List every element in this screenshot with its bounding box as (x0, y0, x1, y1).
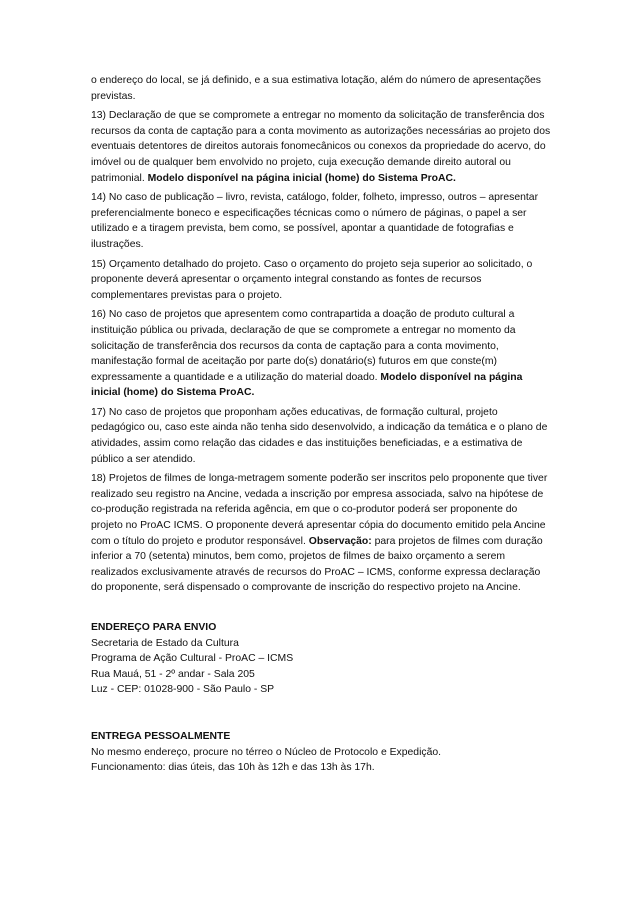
paragraph-bold-note: Modelo disponível na página inicial (home) do Sistema ProAC. (91, 371, 523, 399)
paragraph-18 (91, 471, 551, 596)
paragraph-bold-note: Observação: (308, 535, 372, 547)
delivery-heading: ENTREGA PESSOALMENTE (91, 730, 231, 742)
delivery-block (91, 729, 551, 776)
address-heading: ENDEREÇO PARA ENVIO (91, 622, 217, 633)
paragraph-text: 14) No caso de publicação – livro, revista, catálogo, folder, folheto, impresso, outros – apresentar preferencialmente boneco e especificações técnicas como o número de páginas, o papel a ser utilizado e a tiragem prevista, bem como, se possível, apontar a quantidade de fotografias e ilustrações. (91, 192, 539, 250)
paragraph-16 (91, 307, 551, 401)
address-line: Programa de Ação Cultural - ProAC – ICMS (91, 653, 294, 665)
delivery-line: Funcionamento: dias úteis, das 10h às 12h e das 13h às 17h. (91, 762, 375, 774)
spacer (91, 698, 551, 729)
document-page (91, 73, 551, 776)
paragraph-text: 17) No caso de projetos que proponham ações educativas, de formação cultural, projeto pedagógico ou, caso este ainda não tenha sido desenvolvido, a indicação da temática e o plano de atividades, assim como relação das cidades e das instituições beneficiadas, e a estimativa de público a ser atendido. (91, 406, 548, 465)
paragraph-14 (91, 190, 551, 252)
address-block (91, 620, 551, 698)
paragraph-text: 15) Orçamento detalhado do projeto. Caso o orçamento do projeto seja superior ao solicitado, o proponente deverá apresentar o orçamento integral constando as fontes de recursos complementares previstas para o projeto. (91, 258, 533, 301)
delivery-line: No mesmo endereço, procure no térreo o Núcleo de Protocolo e Expedição. (91, 746, 442, 758)
paragraph-bold-note: Modelo disponível na página inicial (home) do Sistema ProAC. (147, 172, 456, 184)
paragraph-15 (91, 257, 551, 304)
paragraph-13 (91, 108, 551, 186)
address-line: Secretaria de Estado da Cultura (91, 637, 239, 649)
spacer (91, 600, 551, 620)
paragraph-12-continuation (91, 73, 551, 104)
paragraph-text: 18) Projetos de filmes de longa-metragem somente poderão ser inscritos pelo proponente que tiver realizado seu registro na Ancine, vedada a inscrição por empresa associada, salvo na hipótese de co-produção registrada na referida agência, em que o co-produtor poderá ser proponente do projeto no ProAC ICMS. O proponente deverá apresentar cópia do documento emitido pela Ancine com o título do projeto e produtor responsável. (91, 473, 548, 547)
address-line: Luz - CEP: 01028-900 - São Paulo - SP (91, 684, 275, 696)
paragraph-text: 13) Declaração de que se compromete a entregar no momento da solicitação de transferência dos recursos da conta de captação para a conta movimento as autorizações necessárias ao projeto dos eventuais detentores de direitos autorais fonomecânicos ou conexos da propriedade do acervo, do imóvel ou de qualquer bem envolvido no projeto, cuja execução demande direito autoral ou patrimonial. (91, 110, 551, 184)
paragraph-text-continued: para projetos de filmes com duração inferior a 70 (setenta) minutos, bem como, projetos de filmes de baixo orçamento a serem realizados exclusivamente através de recursos do ProAC – ICMS, conforme expressa declaração do proponente, será dispensado o comprovante de inscrição do respectivo projeto na Ancine. (91, 535, 543, 594)
address-line: Rua Mauá, 51 - 2º andar - Sala 205 (91, 668, 255, 680)
paragraph-17 (91, 405, 551, 467)
paragraph-text: o endereço do local, se já definido, e a sua estimativa lotação, além do número de apresentações previstas. (91, 75, 541, 102)
paragraph-text: 16) No caso de projetos que apresentem como contrapartida a doação de produto cultural a instituição pública ou privada, declaração de que se compromete a entregar no momento da solicitação de transferência dos recursos da conta de captação para a conta movimento, manifestação formal de aceitação por parte do(s) donatário(s) futuros em que conste(m) expressamente a quantidade e a utilização do material doado. (91, 309, 516, 383)
